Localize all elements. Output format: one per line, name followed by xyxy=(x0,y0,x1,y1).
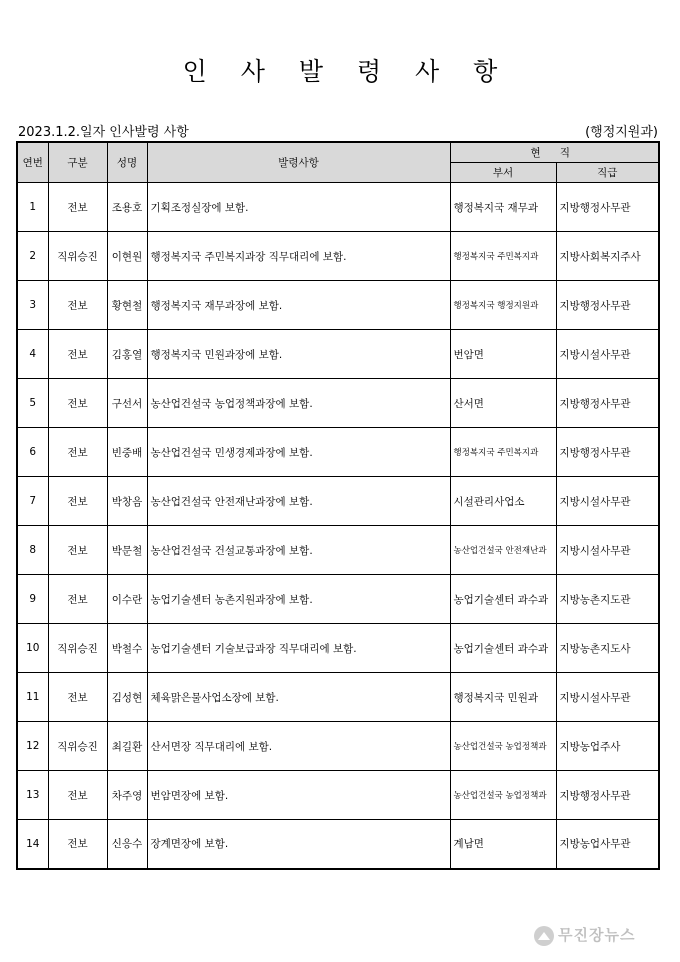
row-name: 이수란 xyxy=(107,575,147,624)
row-type: 전보 xyxy=(48,477,107,526)
row-detail: 농산업건설국 민생경제과장에 보함. xyxy=(147,428,450,477)
table-body xyxy=(17,183,659,869)
row-rank: 지방행정사무관 xyxy=(556,379,659,428)
row-office: 시설관리사업소 xyxy=(450,477,556,526)
header-detail: 발령사항 xyxy=(147,142,450,183)
row-name: 빈중배 xyxy=(107,428,147,477)
row-rank: 지방농촌지도사 xyxy=(556,624,659,673)
row-detail: 산서면장 직무대리에 보함. xyxy=(147,722,450,771)
row-office: 농산업건설국 안전재난과 xyxy=(450,526,556,575)
row-no: 12 xyxy=(17,722,48,771)
row-no: 4 xyxy=(17,330,48,379)
row-detail: 농산업건설국 농업정책과장에 보함. xyxy=(147,379,450,428)
table-row xyxy=(17,624,659,673)
row-office: 농산업건설국 농업정책과 xyxy=(450,722,556,771)
row-type: 전보 xyxy=(48,771,107,820)
header-no: 연번 xyxy=(17,142,48,183)
row-no: 1 xyxy=(17,183,48,232)
department-label: (행정지원과) xyxy=(585,125,658,140)
row-detail: 농업기술센터 농촌지원과장에 보함. xyxy=(147,575,450,624)
row-name: 박문철 xyxy=(107,526,147,575)
row-no: 8 xyxy=(17,526,48,575)
row-rank: 지방농업주사 xyxy=(556,722,659,771)
row-name: 신응수 xyxy=(107,820,147,869)
row-no: 3 xyxy=(17,281,48,330)
header-current: 현 직 xyxy=(450,142,659,163)
row-name: 조용호 xyxy=(107,183,147,232)
row-rank: 지방행정사무관 xyxy=(556,281,659,330)
row-name: 최길환 xyxy=(107,722,147,771)
row-rank: 지방행정사무관 xyxy=(556,183,659,232)
row-office: 행정복지국 주민복지과 xyxy=(450,428,556,477)
watermark-text: 무진장뉴스 xyxy=(558,926,636,944)
table-row xyxy=(17,820,659,869)
row-detail: 농산업건설국 안전재난과장에 보함. xyxy=(147,477,450,526)
row-no: 13 xyxy=(17,771,48,820)
row-detail: 농업기술센터 기술보급과장 직무대리에 보함. xyxy=(147,624,450,673)
table-row xyxy=(17,232,659,281)
row-detail: 체육맑은물사업소장에 보함. xyxy=(147,673,450,722)
row-rank: 지방시설사무관 xyxy=(556,526,659,575)
watermark xyxy=(534,924,635,946)
row-rank: 지방사회복지주사 xyxy=(556,232,659,281)
row-detail: 농산업건설국 건설교통과장에 보함. xyxy=(147,526,450,575)
row-type: 직위승진 xyxy=(48,624,107,673)
row-name: 박철수 xyxy=(107,624,147,673)
row-detail: 행정복지국 주민복지과장 직무대리에 보함. xyxy=(147,232,450,281)
header-name: 성명 xyxy=(107,142,147,183)
row-office: 농업기술센터 과수과 xyxy=(450,624,556,673)
row-type: 전보 xyxy=(48,183,107,232)
page-title: 인 사 발 령 사 항 xyxy=(182,57,511,86)
row-rank: 지방농촌지도관 xyxy=(556,575,659,624)
row-office: 계남면 xyxy=(450,820,556,869)
row-name: 구선서 xyxy=(107,379,147,428)
row-detail: 행정복지국 재무과장에 보함. xyxy=(147,281,450,330)
table-row xyxy=(17,575,659,624)
date-line: 2023.1.2.일자 인사발령 사항 xyxy=(18,125,189,140)
table-row xyxy=(17,526,659,575)
row-office: 농업기술센터 과수과 xyxy=(450,575,556,624)
row-name: 김성현 xyxy=(107,673,147,722)
table-row xyxy=(17,183,659,232)
row-rank: 지방시설사무관 xyxy=(556,673,659,722)
table-row xyxy=(17,722,659,771)
row-type: 전보 xyxy=(48,820,107,869)
table-row xyxy=(17,281,659,330)
row-office: 농산업건설국 농업정책과 xyxy=(450,771,556,820)
row-rank: 지방시설사무관 xyxy=(556,477,659,526)
row-rank: 지방농업사무관 xyxy=(556,820,659,869)
row-detail: 행정복지국 민원과장에 보함. xyxy=(147,330,450,379)
row-name: 차주영 xyxy=(107,771,147,820)
row-rank: 지방시설사무관 xyxy=(556,330,659,379)
row-name: 이현원 xyxy=(107,232,147,281)
row-rank: 지방행정사무관 xyxy=(556,771,659,820)
row-detail: 장계면장에 보함. xyxy=(147,820,450,869)
row-type: 전보 xyxy=(48,673,107,722)
table-row xyxy=(17,379,659,428)
row-office: 행정복지국 주민복지과 xyxy=(450,232,556,281)
table-row xyxy=(17,428,659,477)
table-row xyxy=(17,477,659,526)
row-type: 전보 xyxy=(48,428,107,477)
row-name: 박창음 xyxy=(107,477,147,526)
row-rank: 지방행정사무관 xyxy=(556,428,659,477)
row-office: 행정복지국 행정지원과 xyxy=(450,281,556,330)
row-type: 직위승진 xyxy=(48,232,107,281)
row-name: 황현철 xyxy=(107,281,147,330)
row-detail: 번암면장에 보함. xyxy=(147,771,450,820)
appointments-table xyxy=(16,141,660,870)
header-office: 부서 xyxy=(450,163,556,183)
row-no: 9 xyxy=(17,575,48,624)
row-no: 2 xyxy=(17,232,48,281)
row-no: 5 xyxy=(17,379,48,428)
header-type: 구분 xyxy=(48,142,107,183)
row-type: 전보 xyxy=(48,526,107,575)
row-detail: 기획조정실장에 보함. xyxy=(147,183,450,232)
table-row xyxy=(17,330,659,379)
row-no: 10 xyxy=(17,624,48,673)
row-type: 전보 xyxy=(48,330,107,379)
row-type: 전보 xyxy=(48,575,107,624)
row-type: 전보 xyxy=(48,281,107,330)
row-office: 산서면 xyxy=(450,379,556,428)
row-no: 6 xyxy=(17,428,48,477)
logo-icon xyxy=(534,926,554,946)
row-name: 김홍열 xyxy=(107,330,147,379)
row-office: 행정복지국 재무과 xyxy=(450,183,556,232)
table-row xyxy=(17,673,659,722)
row-no: 14 xyxy=(17,820,48,869)
row-type: 직위승진 xyxy=(48,722,107,771)
row-type: 전보 xyxy=(48,379,107,428)
table-row xyxy=(17,771,659,820)
row-office: 번암면 xyxy=(450,330,556,379)
row-no: 7 xyxy=(17,477,48,526)
row-no: 11 xyxy=(17,673,48,722)
row-office: 행정복지국 민원과 xyxy=(450,673,556,722)
table-header xyxy=(17,142,659,183)
header-rank: 직급 xyxy=(556,163,659,183)
